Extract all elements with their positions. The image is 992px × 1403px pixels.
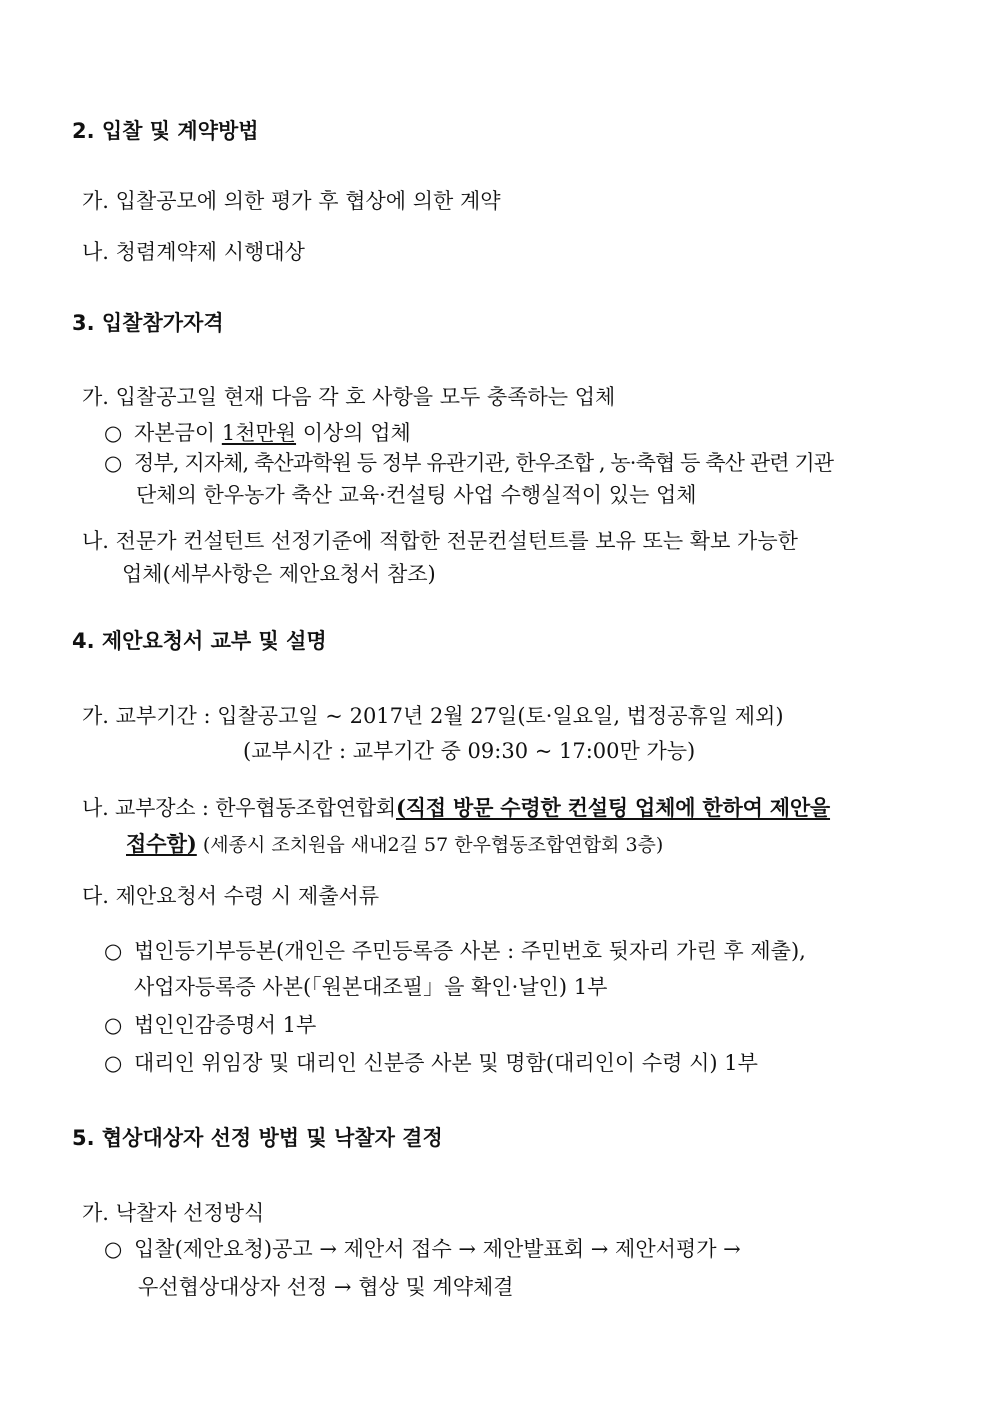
section-3-heading: 3. 입찰참가자격: [72, 311, 224, 335]
circle-bullet-icon: ○: [104, 1237, 123, 1261]
circle-bullet-icon: ○: [104, 421, 123, 445]
na-address: (세종시 조치원읍 새내2길 57 한우협동조합연합회 3층): [196, 834, 664, 856]
bullet-1-underlined-amount: 1천만원: [221, 421, 297, 445]
circle-bullet-icon: ○: [104, 1013, 123, 1037]
section-4-bullet-1-line-2: 사업자등록증 사본(「원본대조필」을 확인·날인) 1부: [134, 975, 608, 999]
section-4-bullet-1-line-1: [104, 938, 806, 964]
bullet-doc-2-text: 법인인감증명서 1부: [134, 1013, 317, 1037]
section-4-item-ga-line-1: 가. 교부기간 : 입찰공고일 ~ 2017년 2월 27일(토·일요일, 법정공휴일 제외): [82, 704, 784, 728]
section-3-bullet-2-line-2: 단체의 한우농가 축산 교육·컨설팅 사업 수행실적이 있는 업체: [136, 483, 697, 507]
section-4-item-na-line-2: [126, 831, 663, 858]
section-5-bullet-1-line-2: 우선협상대상자 선정 → 협상 및 계약체결: [138, 1275, 514, 1299]
na-bold-notice-part-2: 접수함): [126, 831, 197, 856]
na-text-pre: 나. 교부장소 : 한우협동조합연합회: [82, 796, 396, 820]
circle-bullet-icon: ○: [104, 451, 122, 475]
circle-bullet-icon: ○: [104, 939, 123, 963]
section-3-bullet-2-line-1: [104, 450, 833, 476]
section-4-bullet-3: [104, 1050, 758, 1076]
section-4-bullet-2: [104, 1012, 316, 1038]
bullet-1-text-post: 이상의 업체: [296, 421, 411, 445]
section-2-item-na: 나. 청렴계약제 시행대상: [82, 240, 305, 264]
section-5-bullet-1-line-1: [104, 1236, 741, 1262]
section-3-item-ga: 가. 입찰공고일 현재 다음 각 호 사항을 모두 충족하는 업체: [82, 385, 616, 409]
section-4-item-da: 다. 제안요청서 수령 시 제출서류: [82, 884, 380, 908]
section-5-item-ga: 가. 낙찰자 선정방식: [82, 1201, 265, 1225]
section-3-bullet-1: [104, 420, 411, 446]
bullet-doc-3-text: 대리인 위임장 및 대리인 신분증 사본 및 명함(대리인이 수령 시) 1부: [134, 1051, 758, 1075]
section-3-item-na-line-1: 나. 전문가 컨설턴트 선정기준에 적합한 전문컨설턴트를 보유 또는 확보 가능한: [82, 529, 798, 553]
process-flow-text: 입찰(제안요청)공고 → 제안서 접수 → 제안발표회 → 제안서평가 →: [134, 1237, 741, 1261]
bullet-1-text-pre: 자본금이: [134, 421, 222, 445]
bullet-doc-1-text: 법인등기부등본(개인은 주민등록증 사본 : 주민번호 뒷자리 가린 후 제출),: [134, 939, 806, 963]
section-3-item-na-line-2: 업체(세부사항은 제안요청서 참조): [122, 562, 436, 586]
na-bold-notice-part-1: (직접 방문 수령한 컨설팅 업체에 한하여 제안을: [395, 795, 831, 820]
section-4-heading: 4. 제안요청서 교부 및 설명: [72, 629, 327, 653]
section-5-heading: 5. 협상대상자 선정 방법 및 낙찰자 결정: [72, 1126, 443, 1150]
section-2-item-ga: 가. 입찰공모에 의한 평가 후 협상에 의한 계약: [82, 189, 501, 213]
bullet-2-text: 정부, 지자체, 축산과학원 등 정부 유관기관, 한우조합 , 농·축협 등 축산 관련 기관: [134, 451, 834, 475]
circle-bullet-icon: ○: [104, 1051, 123, 1075]
section-4-item-ga-line-2: (교부시간 : 교부기간 중 09:30 ~ 17:00만 가능): [243, 739, 696, 763]
section-2-heading: 2. 입찰 및 계약방법: [72, 119, 259, 143]
section-4-item-na-line-1: [82, 795, 830, 821]
